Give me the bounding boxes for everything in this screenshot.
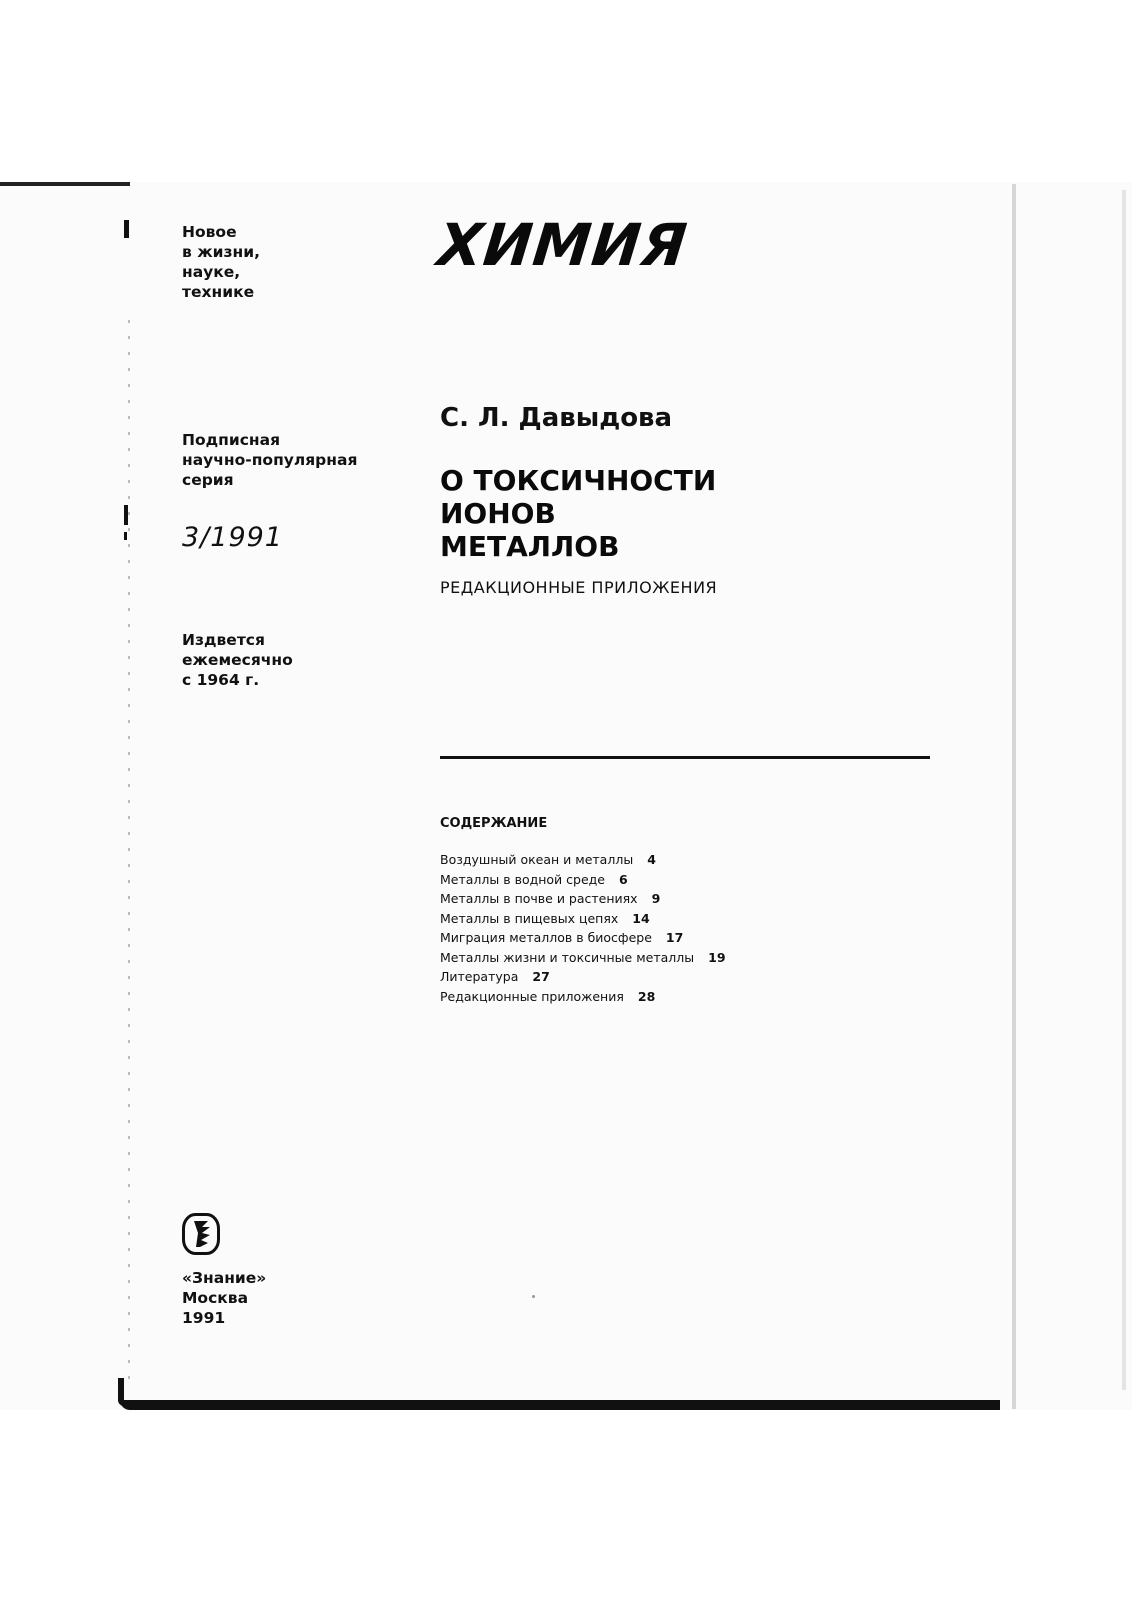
toc-item-page: 6	[618, 871, 628, 887]
toc-item-title: Воздушный океан и металлы	[440, 852, 634, 867]
toc-item	[440, 889, 860, 909]
toc-item	[440, 928, 860, 948]
series-line: технике	[182, 283, 255, 301]
rubric-title: ХИМИЯ	[434, 211, 691, 279]
page-bottom-edge	[120, 1400, 1000, 1410]
margin-mark	[124, 532, 127, 540]
toc-item-page: 28	[637, 988, 656, 1004]
title-line: МЕТАЛЛОВ	[440, 530, 620, 563]
toc-item-page: 14	[632, 910, 650, 926]
frequency-line: ежемесячно	[182, 651, 293, 669]
margin-mark	[124, 220, 129, 238]
table-of-contents	[440, 850, 860, 1006]
series-type-line: научно-популярная	[182, 451, 358, 469]
publisher-city: Москва	[182, 1289, 249, 1307]
supplement-label: РЕДАКЦИОННЫЕ ПРИЛОЖЕНИЯ	[440, 578, 718, 597]
series-line: Новое	[182, 223, 237, 241]
binding-gutter	[128, 320, 130, 1380]
series-type-line: Подписная	[182, 431, 281, 449]
toc-item-page: 4	[647, 852, 656, 867]
toc-item-title: Миграция металлов в биосфере	[440, 930, 652, 945]
toc-item-page: 9	[651, 891, 661, 906]
toc-item	[440, 987, 860, 1007]
page-right-edge	[1012, 184, 1016, 1409]
toc-heading: СОДЕРЖАНИЕ	[440, 816, 548, 831]
toc-item-title: Металлы в пищевых цепях	[440, 910, 619, 926]
title-line: ИОНОВ	[440, 497, 556, 530]
toc-item	[440, 967, 860, 987]
toc-item-page: 19	[708, 949, 726, 965]
publication-frequency	[182, 630, 293, 690]
toc-item-title: Литература	[440, 969, 519, 984]
publisher-imprint	[182, 1268, 266, 1328]
toc-item-title: Металлы жизни и токсичные металлы	[440, 949, 695, 965]
toc-item-page: 27	[532, 969, 550, 984]
issue-number: 3/1991	[182, 522, 283, 553]
title-line: О ТОКСИЧНОСТИ	[440, 464, 717, 497]
book-title	[440, 464, 860, 563]
series-name	[182, 222, 260, 302]
publisher-logo-icon	[182, 1213, 220, 1255]
frequency-line: Издвется	[182, 631, 265, 649]
scan-speck	[532, 1295, 535, 1298]
toc-item-page: 17	[665, 930, 684, 945]
toc-item-title: Редакционные приложения	[440, 988, 624, 1004]
page-right-shadow	[1122, 190, 1126, 1390]
publisher-name: «Знание»	[182, 1269, 267, 1287]
author-name: С. Л. Давыдова	[440, 403, 673, 433]
page-top-edge	[0, 182, 130, 186]
scanned-page	[0, 182, 1132, 1410]
margin-mark	[124, 505, 128, 525]
page-corner-curve	[118, 1378, 124, 1406]
series-line: науке,	[182, 263, 241, 281]
toc-item-title: Металлы в водной среде	[440, 871, 605, 887]
divider	[440, 756, 930, 759]
frequency-line: с 1964 г.	[182, 671, 260, 689]
toc-item	[440, 870, 860, 890]
toc-item	[440, 850, 860, 870]
toc-item	[440, 909, 860, 929]
publisher-year: 1991	[182, 1309, 226, 1327]
series-type	[182, 430, 357, 490]
series-line: в жизни,	[182, 243, 260, 261]
toc-item-title: Металлы в почве и растениях	[440, 891, 638, 906]
toc-item	[440, 948, 860, 968]
series-type-line: серия	[182, 471, 234, 489]
